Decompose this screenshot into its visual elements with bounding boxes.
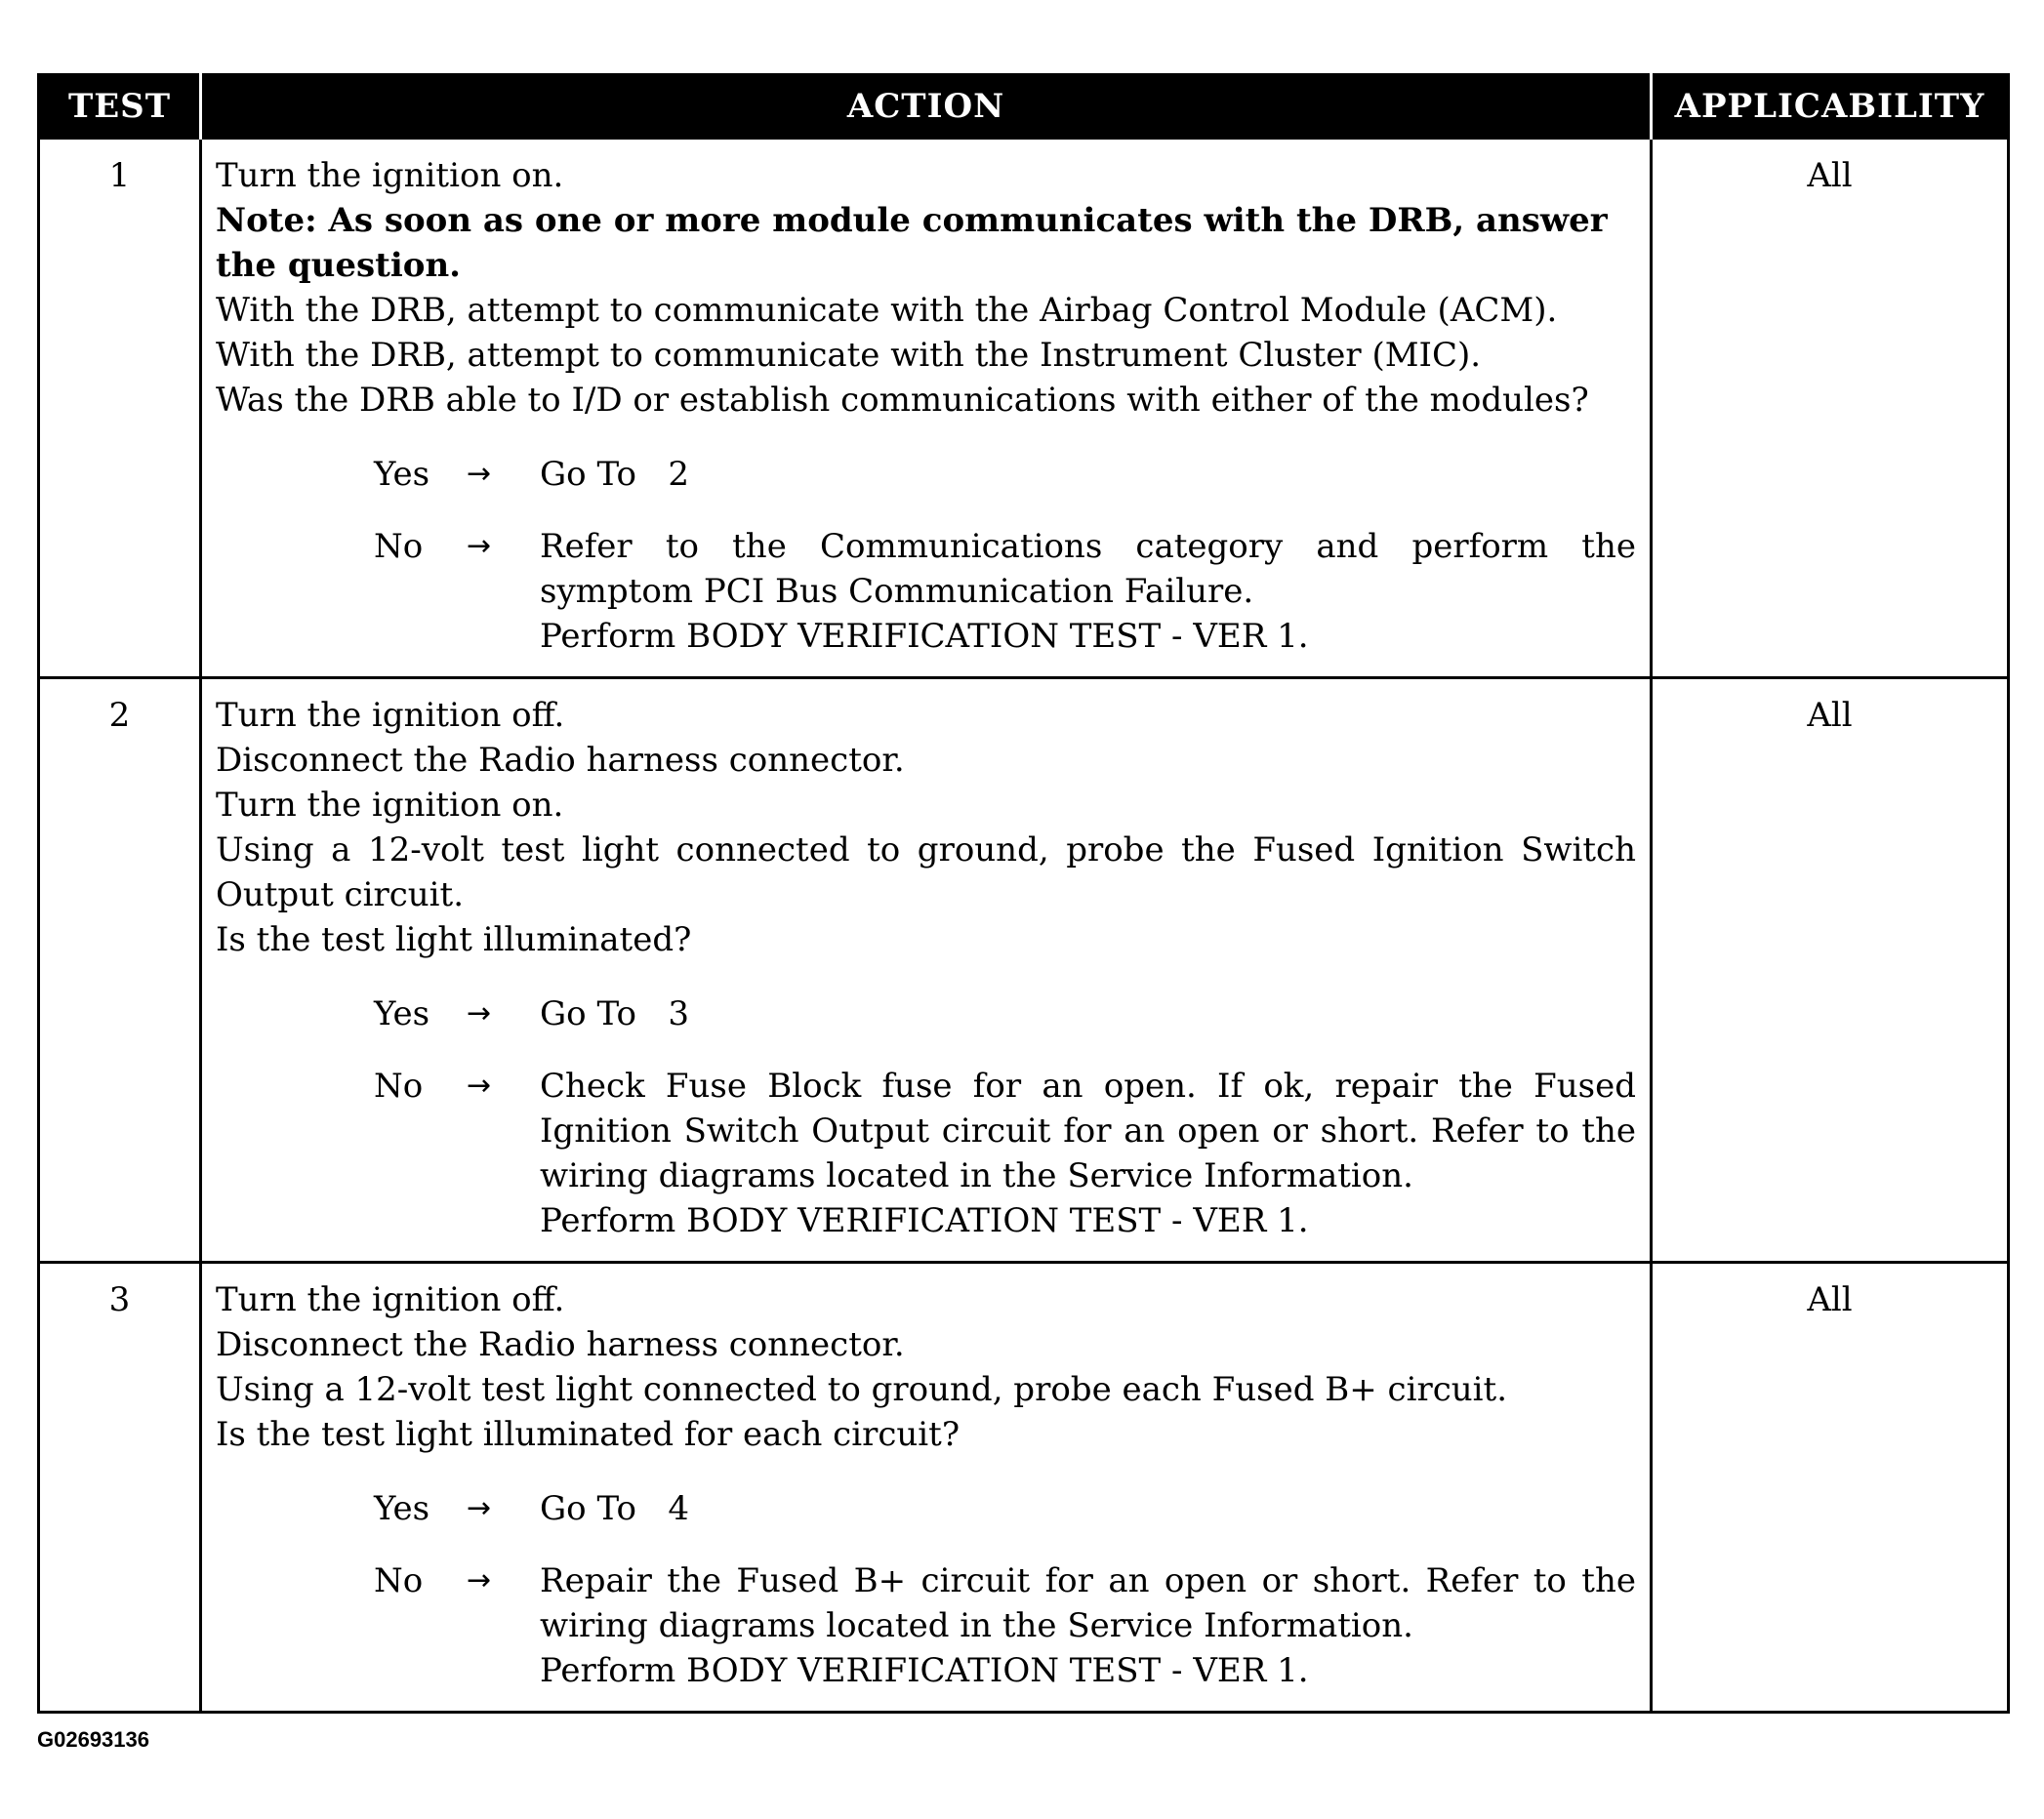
- test-number: 1: [39, 139, 201, 678]
- action-cell: [201, 1263, 1652, 1713]
- no-branch: [374, 1064, 1636, 1243]
- yes-result: Go To 2: [540, 455, 689, 494]
- diagnostic-test-table: [37, 73, 2010, 1714]
- no-result-text: Repair the Fused B+ circuit for an open or short. Refer to the wiring diagrams located in the Service Information.: [540, 1561, 1636, 1645]
- action-step: Turn the ignition off.: [216, 1280, 565, 1319]
- test-number: 3: [39, 1263, 201, 1713]
- action-note: Note: As soon as one or more module communicates with the DRB, answer the question.: [216, 201, 1608, 285]
- action-cell: [201, 678, 1652, 1263]
- action-step: With the DRB, attempt to communicate with the Instrument Cluster (MIC).: [216, 336, 1482, 375]
- yes-label: Yes: [374, 455, 430, 494]
- applicability-value: All: [1652, 139, 2009, 678]
- no-branch: [374, 1558, 1636, 1693]
- yes-result: Go To 3: [540, 994, 689, 1033]
- applicability-value: All: [1652, 678, 2009, 1263]
- right-arrow-icon: →: [467, 1069, 492, 1103]
- no-result-text: Refer to the Communications category and perform the symptom PCI Bus Communication Failure.: [540, 527, 1636, 611]
- no-branch: [374, 524, 1636, 659]
- header-action: ACTION: [201, 75, 1652, 139]
- no-result: [540, 1558, 1636, 1693]
- action-step: Turn the ignition off.: [216, 696, 565, 735]
- action-step: Disconnect the Radio harness connector.: [216, 741, 905, 780]
- action-step: Is the test light illuminated?: [216, 920, 692, 959]
- header-test: TEST: [39, 75, 201, 139]
- action-step: Turn the ignition on.: [216, 156, 564, 195]
- action-step: With the DRB, attempt to communicate with the Airbag Control Module (ACM).: [216, 291, 1558, 330]
- header-applicability: APPLICABILITY: [1652, 75, 2009, 139]
- no-result-text: Check Fuse Block fuse for an open. If ok, repair the Fused Ignition Switch Output circuit for an open or short. Refer to the wiring diagrams located in the Service Information.: [540, 1067, 1636, 1195]
- yes-label: Yes: [374, 994, 430, 1033]
- no-result: [540, 1064, 1636, 1243]
- right-arrow-icon: →: [467, 457, 492, 491]
- table-row: [39, 1263, 2009, 1713]
- diagnostic-test-sheet: [37, 73, 2007, 1714]
- yes-branch: [374, 452, 1636, 497]
- no-label: No: [374, 1561, 424, 1600]
- verification-step: Perform BODY VERIFICATION TEST - VER 1.: [540, 1651, 1309, 1690]
- action-step: Was the DRB able to I/D or establish communications with either of the modules?: [216, 381, 1589, 420]
- action-step: Using a 12-volt test light connected to ground, probe the Fused Ignition Switch Output circuit.: [216, 830, 1636, 914]
- yes-label: Yes: [374, 1489, 430, 1528]
- applicability-value: All: [1652, 1263, 2009, 1713]
- table-header-row: [39, 75, 2009, 139]
- right-arrow-icon: →: [467, 996, 492, 1031]
- no-label: No: [374, 527, 424, 566]
- action-step: Is the test light illuminated for each circuit?: [216, 1415, 961, 1454]
- no-result: [540, 524, 1636, 659]
- test-number: 2: [39, 678, 201, 1263]
- verification-step: Perform BODY VERIFICATION TEST - VER 1.: [540, 1201, 1309, 1240]
- no-label: No: [374, 1067, 424, 1106]
- action-step: Using a 12-volt test light connected to ground, probe each Fused B+ circuit.: [216, 1370, 1507, 1409]
- yes-result: Go To 4: [540, 1489, 689, 1528]
- action-step: Turn the ignition on.: [216, 786, 564, 825]
- action-cell: [201, 139, 1652, 678]
- figure-id: G02693136: [37, 1727, 149, 1752]
- right-arrow-icon: →: [467, 1563, 492, 1597]
- yes-branch: [374, 991, 1636, 1036]
- yes-branch: [374, 1486, 1636, 1531]
- action-step: Disconnect the Radio harness connector.: [216, 1325, 905, 1364]
- right-arrow-icon: →: [467, 1491, 492, 1525]
- verification-step: Perform BODY VERIFICATION TEST - VER 1.: [540, 617, 1309, 656]
- right-arrow-icon: →: [467, 529, 492, 563]
- table-row: [39, 678, 2009, 1263]
- table-row: [39, 139, 2009, 678]
